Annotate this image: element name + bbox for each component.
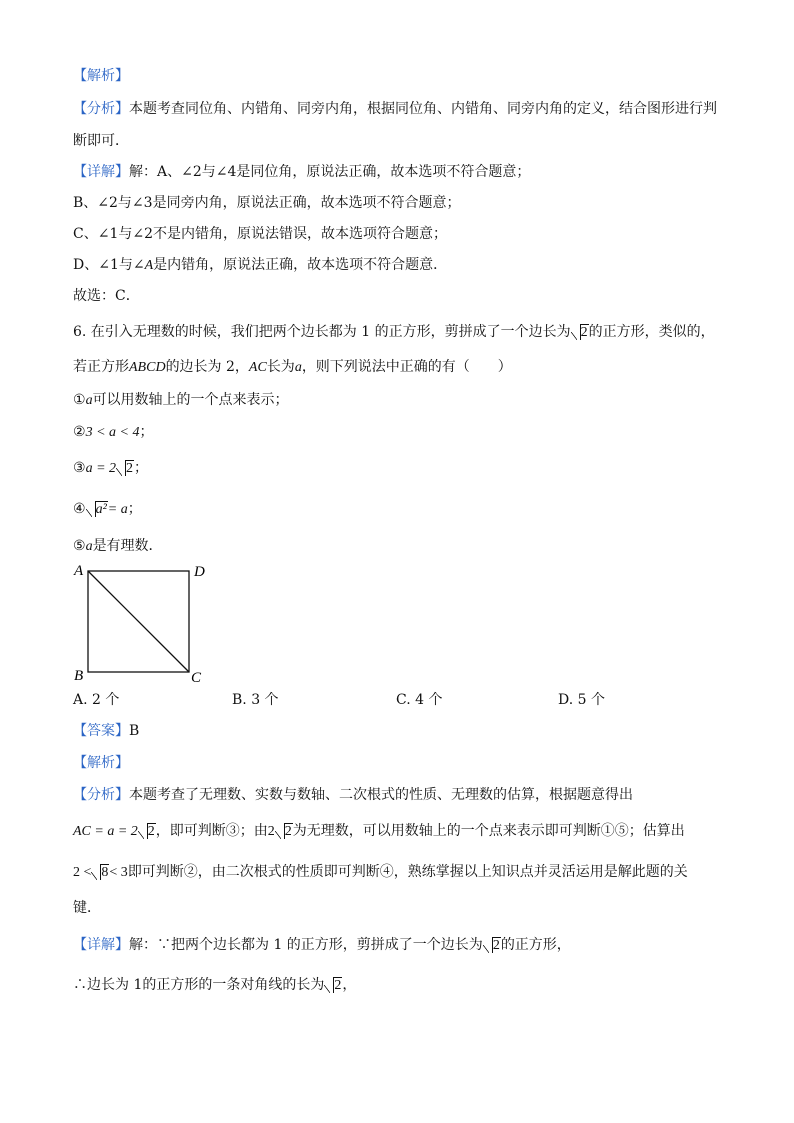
statement-2-expr: 3 < a < 4 xyxy=(85,425,140,440)
option-d-prefix: D、∠1与∠ xyxy=(73,257,145,273)
answer-line xyxy=(73,721,139,741)
section-tag-analysis: 【解析】 xyxy=(73,68,129,84)
sqrt-radicand: 2 xyxy=(492,938,500,953)
vertex-label-d: D xyxy=(194,564,205,580)
section-tag-detail-2: 【详解】 xyxy=(73,937,129,953)
analysis-2-mid: ，即可判断③；由 xyxy=(155,823,268,839)
coef-two: 2 xyxy=(267,824,275,839)
section-tag-answer: 【答案】 xyxy=(73,723,129,739)
q6-text-a: 6. 在引入无理数的时候，我们把两个边长都为 1 的正方形，剪拼成了一个边长为 xyxy=(73,324,571,340)
sqrt-2 xyxy=(571,323,589,343)
statement-1-text: 可以用数轴上的一个点来表示； xyxy=(92,392,289,408)
choose-answer-line: 故选：C． xyxy=(73,288,140,304)
analysis-text: 本题考查同位角、内错角、同旁内角，根据同位角、内错角、同旁内角的定义，结合图形进行判 xyxy=(129,101,717,117)
question-6-line-2 xyxy=(73,357,512,378)
answer-value: B xyxy=(129,723,140,739)
sqrt-8 xyxy=(91,863,109,883)
estimate-rhs: < 3 xyxy=(109,865,128,880)
statement-4-rhs: = a xyxy=(107,502,128,517)
analysis-2-line-3 xyxy=(73,862,688,883)
analysis-2-line-4: 键． xyxy=(73,900,101,916)
statement-3-end: ； xyxy=(134,460,149,476)
q6-text-b: 的正方形，类似的， xyxy=(588,324,715,340)
vertex-label-b: B xyxy=(74,668,84,684)
q6-abcd: ABCD xyxy=(129,360,166,375)
detail-2b-end: ， xyxy=(342,977,357,993)
sqrt-2 xyxy=(138,822,156,842)
statement-4 xyxy=(73,499,142,520)
sqrt-2 xyxy=(483,936,501,956)
statement-5-text: 是有理数． xyxy=(92,538,163,554)
section-tag-fenxi-2: 【分析】 xyxy=(73,787,129,803)
detail-text: 解：A、∠2与∠4是同位角，原说法正确，故本选项不符合题意； xyxy=(129,164,531,180)
option-b-explanation: B、∠2与∠3是同旁内角，原说法正确，故本选项不符合题意； xyxy=(73,195,461,211)
statement-3 xyxy=(73,458,148,479)
statement-1-var: a xyxy=(85,393,93,408)
q6-line2-c: 长为 xyxy=(266,359,295,375)
question-6-line-1 xyxy=(73,322,715,343)
sqrt-2 xyxy=(324,976,342,996)
statement-1-num: ① xyxy=(73,392,86,408)
statement-5-num: ⑤ xyxy=(73,538,86,554)
ac-equation-lhs: AC = a = 2 xyxy=(73,824,138,839)
statement-4-end: ； xyxy=(127,501,142,517)
sqrt-radicand: 8 xyxy=(101,865,109,880)
option-c[interactable]: C. 4 个 xyxy=(396,692,443,708)
detail-2-end: 的正方形， xyxy=(500,937,571,953)
option-b[interactable]: B. 3 个 xyxy=(232,692,279,708)
analysis-paragraph xyxy=(73,99,717,119)
statement-1 xyxy=(73,390,289,411)
analysis-2-line-1 xyxy=(73,785,633,805)
statement-2-end: ； xyxy=(139,424,154,440)
option-c-explanation: C、∠1与∠2不是内错角，原说法错误，故本选项符合题意； xyxy=(73,226,447,242)
q6-line2-d: ，则下列说法中正确的有（ ） xyxy=(301,359,512,375)
sqrt-radicand: 2 xyxy=(126,461,134,476)
q6-line2-b: 的边长为 2， xyxy=(165,359,249,375)
therefore-symbol: ∴ xyxy=(73,977,87,993)
sqrt-radicand: 2 xyxy=(580,325,588,340)
detail-2-line-1 xyxy=(73,935,571,956)
sqrt-a-squared xyxy=(86,500,108,520)
option-d-suffix: 是内错角，原说法正确，故本选项不符合题意． xyxy=(153,257,448,273)
estimate-lhs: 2 < xyxy=(73,865,92,880)
detail-2-line-2 xyxy=(73,975,356,996)
q6-line2-a: 若正方形 xyxy=(73,359,129,375)
section-tag-fenxi: 【分析】 xyxy=(73,101,129,117)
q6-ac: AC xyxy=(248,360,267,375)
sqrt-radicand: 2 xyxy=(284,824,292,839)
statement-2 xyxy=(73,422,153,443)
analysis-2-line3-tail: 即可判断②，由二次根式的性质即可判断④，熟练掌握以上知识点并灵活运用是解此题的关 xyxy=(127,864,688,880)
sqrt-2 xyxy=(116,459,134,479)
option-d-explanation xyxy=(73,255,447,276)
detail-paragraph xyxy=(73,162,530,182)
statement-5 xyxy=(73,536,163,557)
statement-3-lhs: a = 2 xyxy=(85,461,117,476)
sqrt-2 xyxy=(275,822,293,842)
section-tag-analysis-2: 【解析】 xyxy=(73,755,129,771)
detail-2b-text: 边长为 1的正方形的一条对角线的长为 xyxy=(87,977,325,993)
diagonal-ac xyxy=(88,571,189,672)
statement-4-num: ④ xyxy=(73,501,86,517)
option-d-var: A xyxy=(144,258,154,273)
q6-a-var: a xyxy=(294,360,302,375)
sqrt-radicand: 2 xyxy=(147,824,155,839)
vertex-label-a: A xyxy=(74,563,84,579)
statement-5-var: a xyxy=(85,539,93,554)
vertex-label-c: C xyxy=(191,670,202,685)
analysis-2-text: 本题考查了无理数、实数与数轴、二次根式的性质、无理数的估算，根据题意得出 xyxy=(129,787,633,803)
detail-2-text: 把两个边长都为 1 的正方形，剪拼成了一个边长为 xyxy=(171,937,483,953)
analysis-2-line-2 xyxy=(73,821,685,842)
sqrt-radicand: a² xyxy=(95,502,107,517)
statement-3-num: ③ xyxy=(73,460,86,476)
detail-2-prefix: 解： xyxy=(129,937,157,953)
option-a[interactable]: A. 2 个 xyxy=(73,692,120,708)
because-symbol: ∵ xyxy=(157,937,171,953)
statement-2-num: ② xyxy=(73,424,86,440)
section-tag-detail: 【详解】 xyxy=(73,164,129,180)
analysis-continuation: 断即可． xyxy=(73,133,129,149)
analysis-2-tail: 为无理数，可以用数轴上的一个点来表示即可判断①⑤；估算出 xyxy=(292,823,685,839)
sqrt-radicand: 2 xyxy=(334,978,342,993)
option-d[interactable]: D. 5 个 xyxy=(558,692,605,708)
square-abcd-figure xyxy=(70,560,220,685)
